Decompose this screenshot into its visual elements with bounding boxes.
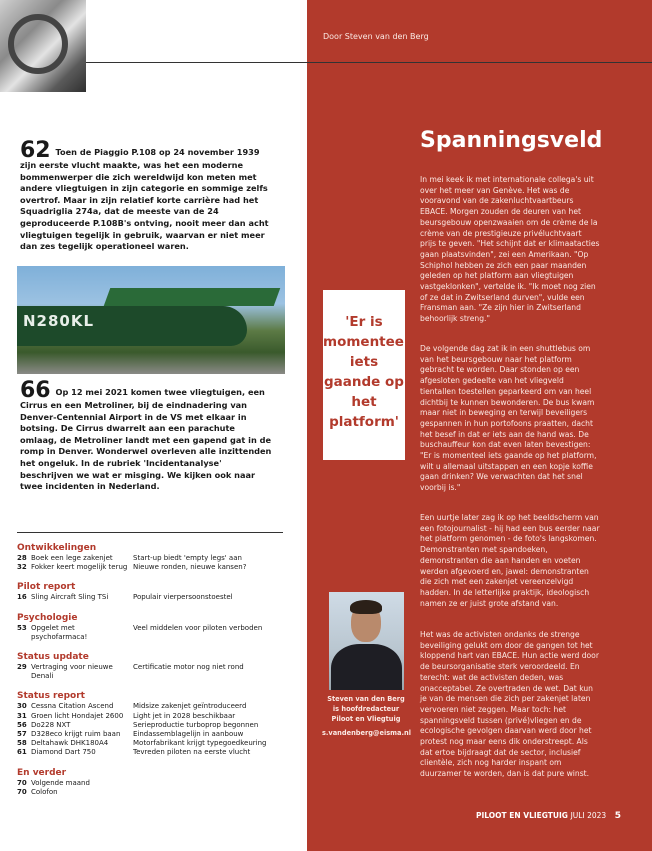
toc-section [17,768,283,797]
author-caption [322,694,410,738]
toc-subtitle: Tevreden piloten na eerste vlucht [133,748,251,757]
toc-page: 70 [17,787,27,796]
toc-title: Do228 NXT [31,720,71,729]
toc-section [17,691,283,757]
teaser-66[interactable] [20,378,272,493]
toc-section [17,582,283,602]
toc-page: 32 [17,563,27,572]
toc-row[interactable] [17,554,283,563]
toc-title: Deltahawk DHK180A4 [31,739,109,748]
aircraft-photo [17,266,285,374]
toc-row[interactable] [17,712,283,721]
toc-row[interactable] [17,779,283,788]
author-hair [350,600,382,614]
toc-row[interactable] [17,739,283,748]
author-email[interactable]: s.vandenberg@eisma.nl [322,729,411,737]
footer-page-number: 5 [614,811,622,821]
toc-title: Boek een lege zakenjet [31,554,113,562]
teaser-text: Toen de Piaggio P.108 op 24 november 1939 zijn eerste vlucht maakte, was het een moderne bommenwerper die zich wereldwijd kon meten met andere vliegtuigen in zijn categorie en sommige zelfs overtrof. Maar in zijn relatief korte carrière had het Squadriglia 274a, dat de meeste van de 24 geproduceerde P.108B's ontving, nooit meer dan acht vliegtuigen tegelijk in gebruik, waarvan er niet meer dan zes tegelijk operationeel waren. [20,147,269,252]
toc-heading: Pilot report [17,582,76,593]
toc-title: D328eco krijgt ruim baan [31,730,121,739]
toc-row[interactable] [17,563,283,572]
footer-issue: JULI 2023 [570,811,607,820]
toc-page: 57 [17,730,27,739]
teaser-page-number: 62 [20,138,51,163]
table-of-contents [17,532,283,797]
toc-row[interactable] [17,624,283,642]
toc-section [17,652,283,681]
toc-page: 30 [17,702,27,711]
author-publication: Piloot en Vliegtuig [331,715,401,723]
toc-subtitle: Midsize zakenjet geïntroduceerd [133,702,247,711]
toc-page: 70 [17,778,27,787]
toc-section [17,543,283,572]
toc-page: 28 [17,554,27,562]
toc-page: 53 [17,623,27,632]
article-title: Spanningsveld [420,128,603,153]
toc-title: Diamond Dart 750 [31,748,96,757]
article-paragraph: In mei keek ik met internationale collega's uit over het meer van Genève. Het was de vooravond van de zakenluchtvaartbeurs EBACE. Morgen zouden de deuren van het beursgebouw openzwaaien om de crème de la crème van de prestigieuze privéluchtvaart prijs te geven. "Het schijnt dat er klimaatacties gaan plaatsvinden", zei een Amerikaan. "Op Schiphol hebben ze zich een paar maanden geleden op het platform aan vliegtuigen vastgeklonken", vertelde ik. "Ik moet nog zien of ze dat in Zwitserland durven", vulde een Fransman aan. "Ze zijn hier in Zwitserland behoorlijk streng." [420,175,600,324]
toc-title: Cessna Citation Ascend [31,702,114,711]
toc-subtitle [133,779,283,788]
byline: Door Steven van den Berg [323,32,429,41]
article-paragraph: De volgende dag zat ik in een shuttlebus om van het beursgebouw naar het platform gebracht te worden. Daar stonden op een afgesloten gedeelte van het vliegveld tientallen toestellen geparkeerd om van heel dichtbij te kunnen bewonderen. De bus kwam maar niet in beweging en terwijl beveiligers gespannen in hun portofoons praatten, dacht het besef in dat er iets aan de hand was. De buschauffeur kon dat even laten bevestigen: "Er is momenteel iets gaande op het platform, wilt u allemaal uitstappen en een kopje koffie gaan drinken? We verwachten dat het snel voorbij is." [420,344,597,493]
toc-subtitle: Veel middelen voor piloten verboden [133,623,263,632]
header-rule [86,62,652,63]
teaser-page-number: 66 [20,378,51,403]
toc-row[interactable] [17,788,283,797]
toc-subtitle: Start-up biedt 'empty legs' aan [133,554,242,562]
toc-row[interactable] [17,748,283,757]
article-paragraph: Een uurtje later zag ik op het beeldscherm van een fotojournalist - hij had een bus eerder naar het platform genomen - de foto's langskomen. Demonstranten met spandoeken, demonstranten die aan handen en voeten werden afgevoerd en, jawel: demonstranten die zich met een zakenjet vereenzelvigd hadden. In de letterlijke praktijk, ideologisch namen ze er juist grote afstand van. [420,513,600,608]
toc-row[interactable] [17,593,283,602]
toc-subtitle: Motorfabrikant krijgt typegoedkeuring [133,739,267,748]
toc-heading: En verder [17,767,67,778]
page-footer [476,811,621,821]
toc-title: Vertraging voor nieuwe Denali [31,663,113,681]
toc-subtitle: Light jet in 2028 beschikbaar [133,711,236,720]
teaser-62[interactable] [20,138,272,253]
toc-heading: Status update [17,652,89,663]
toc-page: 29 [17,663,27,672]
toc-title: Sling Aircraft Sling TSi [31,593,109,602]
author-shoulders [331,644,402,690]
toc-title: Opgelet met psychofarmaca! [31,623,88,641]
toc-row[interactable] [17,721,283,730]
toc-page: 58 [17,739,27,748]
toc-title: Volgende maand [31,778,90,787]
article-paragraph: Het was de activisten ondanks de strenge beveiliging gelukt om door de gangen tot het kloppend hart van EBACE. Hun actie werd door de beursorganisatie sterk veroordeeld. En terecht: wat de activisten deden, was onacceptabel. Ze overtraden de wet. Dat kun je van de mensen die zich per zakenjet laten vervoeren niet zeggen. Maar toch: het spanningsveld tussen (privé)vliegen en de ecologische gevolgen daarvan werd door het protest nog maar eens dik onderstreept. Als dat ertoe bijdraagt dat de sector, inclusief clientèle, zich nog harder inspant om duurzamer te worden, dan is dat pure winst. [420,630,599,779]
footer-magazine: PILOOT EN VLIEGTUIG [476,811,568,820]
toc-row[interactable] [17,730,283,739]
toc-title: Colofon [31,787,58,796]
toc-subtitle [133,788,283,797]
toc-heading: Psychologie [17,612,78,623]
toc-page: 56 [17,720,27,729]
toc-heading: Ontwikkelingen [17,543,97,553]
toc-page: 31 [17,711,27,720]
toc-row[interactable] [17,663,283,681]
pull-quote [323,290,409,460]
toc-title: Groen licht Hondajet 2600 [31,711,124,720]
toc-subtitle: Populair vierpersoonstoestel [133,593,233,602]
toc-title: Fokker keert mogelijk terug [31,563,128,572]
toc-subtitle: Certificatie motor nog niet rond [133,663,244,672]
toc-heading: Status report [17,691,85,702]
toc-subtitle: Nieuwe ronden, nieuwe kansen? [133,563,247,572]
propeller-shape [8,14,68,74]
teaser-text: Op 12 mei 2021 komen twee vliegtuigen, een Cirrus en een Metroliner, bij de eindnadering van Denver-Centennial Airport in de VS met elkaar in botsing. De Cirrus dwarrelt aan een parachute omlaag, de Metroliner landt met een gapend gat in de romp in Denver. Wonderwel overleven alle inzittenden het ongeluk. In de rubriek 'Incidentanalyse' beschrijven we wat er misging. We kijken ook naar twee incidenten in Nederland. [20,387,272,492]
author-role: is hoofdredacteur [332,705,400,713]
toc-subtitle: Serieproductie turboprop begonnen [133,720,259,729]
toc-subtitle: Eindassemblagelijn in aanbouw [133,730,244,739]
toc-section [17,613,283,642]
pull-quote-text: 'Er is momenteel iets gaande op het platform' [323,314,409,430]
aircraft-wing [104,288,281,306]
toc-page: 16 [17,593,27,602]
aircraft-registration: N280KL [23,312,95,330]
author-photo [329,592,404,690]
propeller-photo [0,0,86,92]
author-name: Steven van den Berg [327,695,405,703]
toc-page: 61 [17,748,27,757]
toc-row[interactable] [17,702,283,711]
